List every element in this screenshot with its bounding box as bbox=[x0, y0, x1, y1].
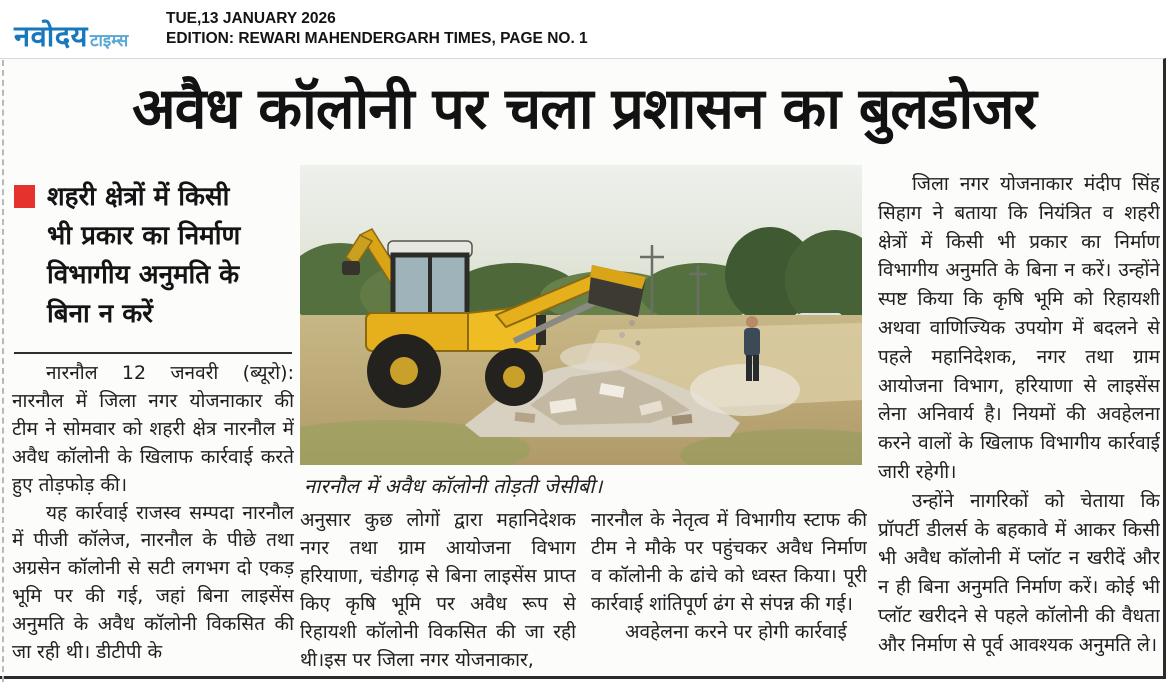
news-photo bbox=[300, 165, 862, 465]
body-paragraph: नारनौल 12 जनवरी (ब्यूरो): नारनौल में जिला नगर योजनाकार की टीम ने सोमवार को शहरी क्षेत्र नारनौल में अवैध कॉलोनी के खिलाफ कार्रवाई करते हुए तोड़फोड़ की। bbox=[12, 362, 294, 496]
column-rule bbox=[14, 352, 292, 354]
body-paragraph: अनुसार कुछ लोगों द्वारा महानिदेशक नगर तथा ग्राम आयोजना विभाग हरियाणा, चंडीगढ़ से बिना लाइसेंस प्राप्त किए कृषि भूमि पर अवैध रूप से रिहायशी कॉलोनी विकसित की जा रही थी।इस पर जिला नगर योजनाकार, bbox=[300, 509, 576, 671]
edition-name: EDITION: REWARI MAHENDERGARH TIMES, PAGE NO. 1 bbox=[166, 30, 588, 47]
page-left-divider bbox=[2, 60, 4, 682]
demolition-photo-illustration bbox=[300, 165, 862, 465]
body-paragraph: अवहेलना करने पर होगी कार्रवाई bbox=[625, 620, 847, 643]
masthead bbox=[0, 0, 1170, 58]
middle-column-1 bbox=[300, 507, 576, 675]
right-column bbox=[878, 170, 1160, 666]
article-headline: अवैध कॉलोनी पर चला प्रशासन का बुलडोजर bbox=[132, 76, 1036, 142]
logo-sub-text: टाइम्स bbox=[89, 31, 129, 51]
subhead-line: शहरी क्षेत्रों में किसी bbox=[47, 182, 230, 212]
middle-column-2 bbox=[591, 507, 867, 675]
body-paragraph: जिला नगर योजनाकार मंदीप सिंह सिहाग ने बताया कि नियंत्रित व शहरी क्षेत्रों में किसी भी प्रकार का निर्माण विभागीय अनुमति के बिना न करें। उन्होंने स्पष्ट किया कि कृषि भूमि को रिहायशी अथवा वाणिज्यिक उपयोग में बदलने से पहले महानिदेशक, नगर तथा ग्राम आयोजना विभाग, हरियाणा से लाइसेंस लेना अनिवार्य है। नियमों की अवहेलना करने वालों के खिलाफ विभागीय कार्रवाई जारी रहेगी। bbox=[878, 173, 1160, 483]
body-paragraph: उन्होंने नागरिकों को चेताया कि प्रॉपर्टी डीलर्स के बहकावे में आकर किसी भी अवैध कॉलोनी में प्लॉट न खरीदें और न ही बिना अनुमति निर्माण करें। कोई भी प्लॉट खरीदने से पहले कॉलोनी की वैधता और निर्माण से पूर्व आवश्यक अनुमति ले। bbox=[878, 489, 1160, 656]
subhead-line: विभागीय अनुमति के bbox=[47, 260, 240, 290]
subhead-line: भी प्रकार का निर्माण bbox=[47, 221, 241, 251]
newspaper-logo bbox=[14, 16, 128, 55]
logo-main-text: नवोदय bbox=[14, 19, 88, 53]
body-paragraph: यह कार्रवाई राजस्व सम्पदा नारनौल में पीजी कॉलेज, नारनौल के पीछे तथा अग्रसेन कॉलोनी से सटी लगभग दो एकड़ भूमि पर की गई, जहां बिना लाइसेंस अनुमति के अवैध कॉलोनी विकसित की जा रही थी। डीटीपी के bbox=[12, 501, 294, 664]
left-column bbox=[12, 360, 294, 672]
subhead-line: बिना न करें bbox=[47, 299, 153, 329]
body-paragraph: नारनौल के नेतृत्व में विभागीय स्टाफ की टीम ने मौके पर पहुंचकर अवैध निर्माण व कॉलोनी के ढांचे को ध्वस्त किया। पूरी कार्रवाई शांतिपूर्ण ढंग से संपन्न की गई। bbox=[591, 509, 867, 615]
red-square-bullet-icon bbox=[14, 185, 35, 208]
masthead-info bbox=[166, 9, 588, 49]
edition-date: TUE,13 JANUARY 2026 bbox=[166, 10, 336, 27]
photo-caption: नारनौल में अवैध कॉलोनी तोड़ती जेसीबी। bbox=[304, 474, 603, 498]
article-subheading bbox=[14, 178, 296, 334]
